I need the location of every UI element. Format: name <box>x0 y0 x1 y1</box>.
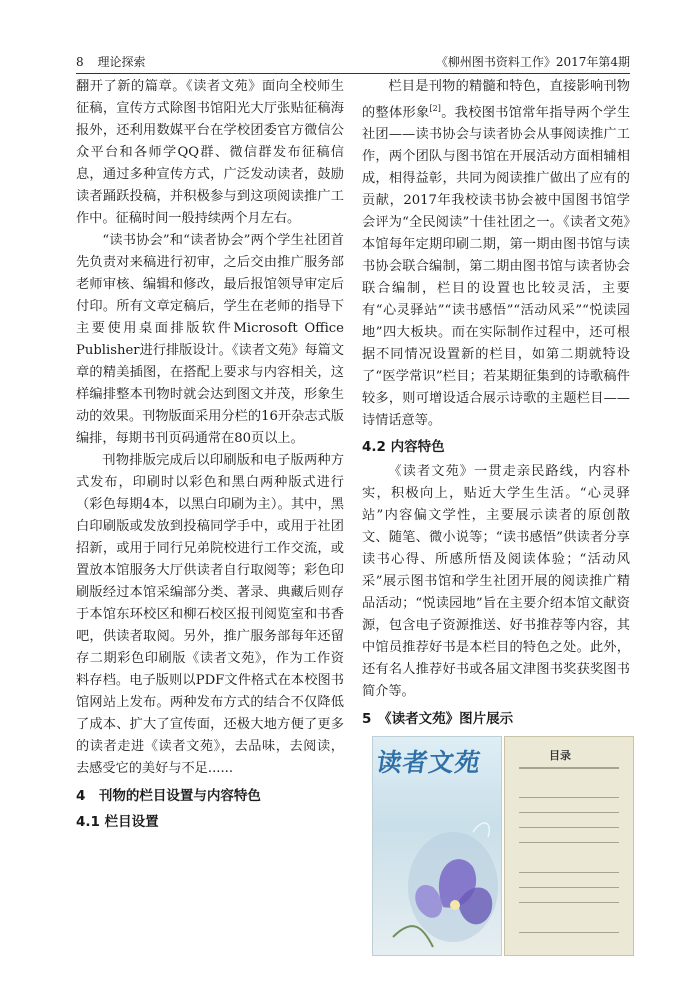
paragraph: 翻开了新的篇章。《读者文苑》面向全校师生征稿，宣传方式除图书馆阳光大厅张贴征稿海报外，还利用数媒平台在学校团委官方微信公众平台和各师学QQ群、微信群发布征稿信息，通过多种宣传方式，广泛发动读者，鼓励读者踊跃投稿，并积极参与到这项阅读推广工作中。征稿时间一般持续两个月左右。 <box>76 79 344 226</box>
subsection-heading-4-2: 4.2 内容特色 <box>362 439 445 456</box>
toc-line <box>519 887 619 888</box>
paragraph-text: 栏目是刊物的精髓和特色，直接影响刊物的整体形象 <box>362 79 630 121</box>
paragraph: 刊物排版完成后以印刷版和电子版两种方式发布，印刷时以彩色和黑白两种版式进行（彩色每期4本，以黑白印刷为主）。其中，黑白印刷版或发放到投稿同学手中，或用于社团招新，或用于同行兄弟院校进行工作交流，或置放本馆服务大厅供读者自行取阅等；彩色印刷版经过本馆采编部分类、著录、典藏后则存于本馆东环校区和柳石校区报刊阅览室和书香吧，供读者取阅。另外，推广服务部每年还留存二期彩色印刷版《读者文苑》，作为工作资料存档。电子版则以PDF文件格式在本校图书馆网站上发布。两种发布方式的结合不仅降低了成本、扩大了宣传面，还极大地方便了更多的读者走进《读者文苑》，去品味，去阅读，去感受它的美好与不足...... <box>76 453 344 776</box>
left-column <box>76 76 344 836</box>
subsection-heading-4-1: 4.1 栏目设置 <box>76 814 159 830</box>
section-heading-4: 4 刊物的栏目设置与内容特色 <box>76 788 261 804</box>
citation-ref: [2] <box>429 104 441 113</box>
toc-line <box>519 767 619 769</box>
toc-line <box>519 827 619 828</box>
paragraph-text: 。我校图书馆常年指导两个学生社团——读书协会与读者协会从事阅读推广工作，两个团队与图书馆在开展活动方面相辅相成，相得益彰，共同为阅读推广做出了应有的贡献，2017年我校读书协会被中国图书馆学会评为“全民阅读”十佳社团之一。《读者文苑》本馆每年定期印刷二期，第一期由图书馆与读书协会联合编制，第二期由图书馆与读者协会联合编制，栏目的设置也比较灵活，主要有“心灵驿站”“读书感悟”“活动风采”“悦读园地”四大板块。而在实际制作过程中，还可根据不同情况设置新的栏目，如第二期就特设了“医学常识”栏目；若某期征集到的诗歌稿件较多，则可增设适合展示诗歌的主题栏目——诗情话意等。 <box>362 105 631 429</box>
toc-line <box>519 932 619 933</box>
toc-line <box>519 842 619 843</box>
journal-name: 《柳州图书资料工作》2017年第4期 <box>435 55 630 69</box>
section-heading-5: 5 《读者文苑》图片展示 <box>362 711 514 728</box>
toc-line <box>519 812 619 813</box>
magazine-cover-image <box>372 736 502 956</box>
paragraph: 《读者文苑》一贯走亲民路线，内容朴实，积极向上，贴近大学生生活。“心灵驿站”内容偏文学性，主要展示读者的原创散文、随笔、微小说等；“读书感悟”供读者分享读书心得、所感所悟及阅读体验；“活动风采”展示图书馆和学生社团开展的阅读推广精品活动；“悦读园地”旨在主要介绍本馆文献资源，包含电子资源推送、好书推荐等内容，其中馆员推荐好书是本栏目的特色之处。此外，还有名人推荐好书或各届文津图书奖获奖图书简介等。 <box>362 464 630 700</box>
toc-title: 目录 <box>549 749 571 762</box>
right-column <box>362 76 630 734</box>
page-header <box>76 50 630 70</box>
header-left <box>76 53 155 70</box>
toc-line <box>519 872 619 873</box>
paragraph <box>362 76 630 432</box>
header-rule <box>76 73 630 74</box>
page-number: 8 <box>76 55 84 69</box>
magazine-figure <box>372 736 634 954</box>
paragraph: “读书协会”和“读者协会”两个学生社团首先负责对来稿进行初审，之后交由推广服务部老师审核、编辑和修改，最后报馆领导审定后付印。所有文章定稿后，学生在老师的指导下主要使用桌面排版软件Microsoft Office Publisher进行排版设计。《读者文苑》每篇文章的精美插图，在搭配上要求与内容相关，这样编排整本刊物时就会达到图文并茂，形象生动的效果。刊物版面采用分栏的16开杂志式版编排，每期书刊页码通常在80页以上。 <box>76 233 345 446</box>
section-name: 理论探索 <box>97 55 146 69</box>
toc-line <box>519 797 619 798</box>
cover-title: 读者文苑 <box>374 748 483 777</box>
toc-line <box>519 902 619 903</box>
table-of-contents-image <box>504 736 634 956</box>
